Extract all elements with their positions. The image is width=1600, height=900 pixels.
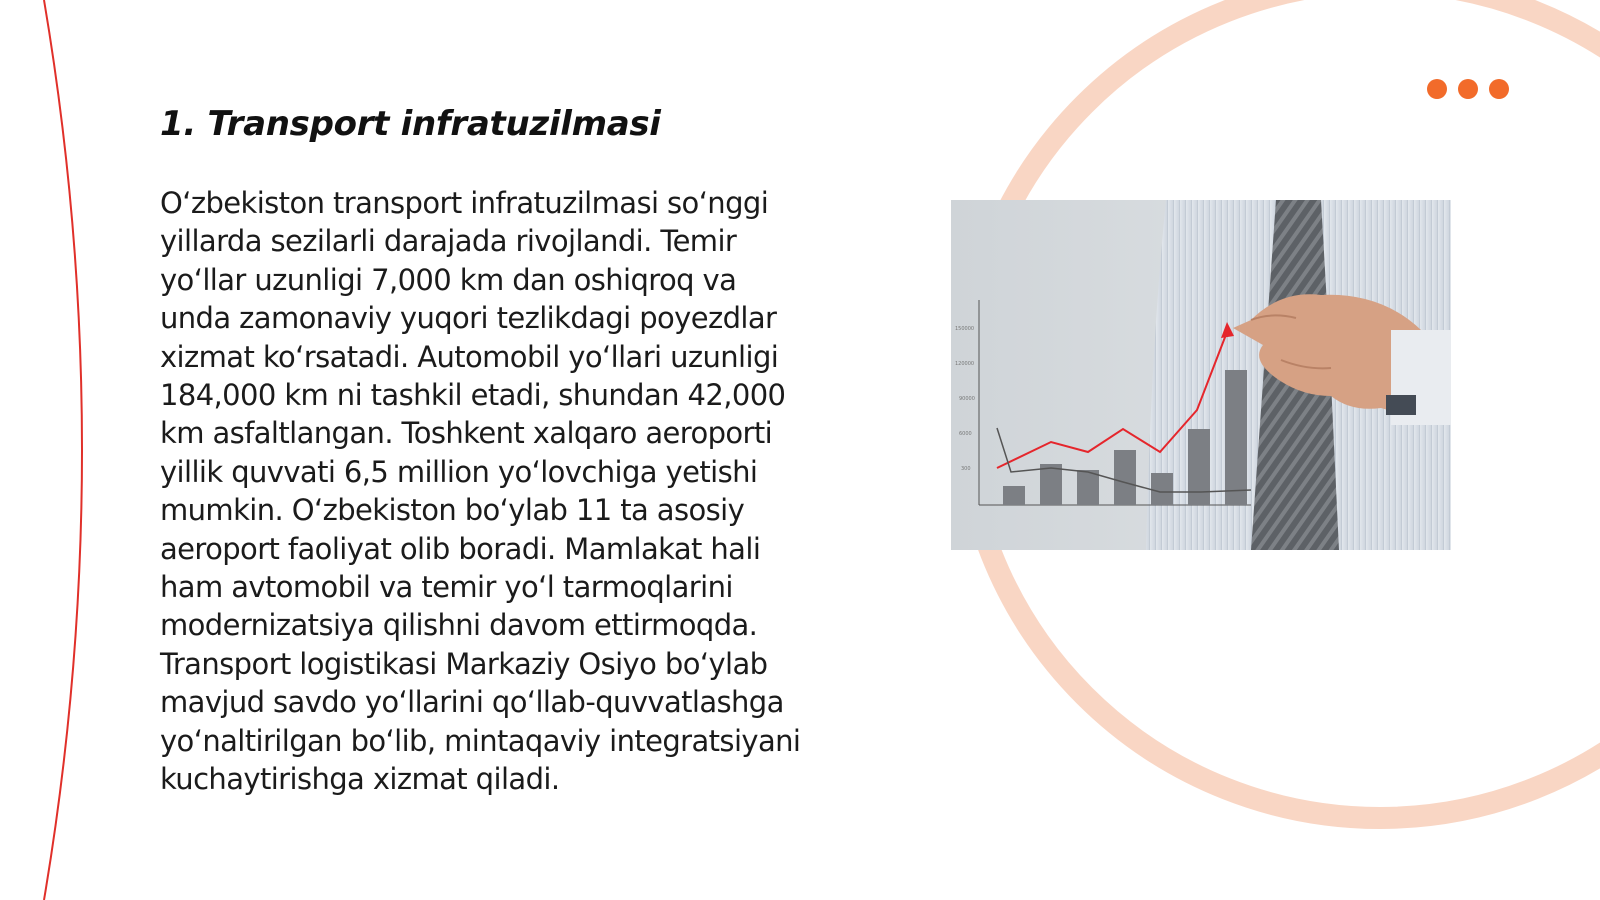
svg-text:6000: 6000 (959, 431, 972, 437)
dot-3 (1489, 79, 1509, 99)
svg-text:150000: 150000 (955, 326, 975, 332)
slide-title: 1. Transport infratuzilmasi (160, 104, 661, 144)
left-red-curve (44, 0, 82, 900)
photo-illustration (951, 200, 1451, 550)
three-dots-icon (1427, 79, 1509, 99)
businessman-chart-photo (951, 200, 1451, 550)
svg-text:90000: 90000 (959, 396, 975, 402)
watch (1386, 395, 1416, 415)
slide-body-text: O‘zbekiston transport infratuzilmasi so‘nggi yillarda sezilarli darajada rivojlandi. Temir yo‘llar uzunligi 7,000 km dan oshiqroq va unda zamonaviy yuqori tezlikdagi poyezdlar xizmat ko‘rsatadi. Automobil yo‘llari uzunligi 184,000 km ni tashkil etadi, shundan 42,000 km asfaltlangan. Toshkent xalqaro aeroporti yillik quvvati 6,5 million yo‘lovchiga yetishi mumkin. O‘zbekiston bo‘ylab 11 ta asosiy aeroport faoliyat olib boradi. Mamlakat hali ham avtomobil va temir yo‘l tarmoqlarini modernizatsiya qilishni davom ettirmoqda. Transport logistikasi Markaziy Osiyo bo‘ylab mavjud savdo yo‘llarini qo‘llab-quvvatlashga yo‘naltirilgan bo‘lib, mintaqaviy integratsiyani kuchaytirishga xizmat qiladi. (160, 186, 801, 797)
dot-1 (1427, 79, 1447, 99)
svg-text:300: 300 (961, 466, 971, 472)
dot-2 (1458, 79, 1478, 99)
svg-text:120000: 120000 (955, 361, 975, 367)
